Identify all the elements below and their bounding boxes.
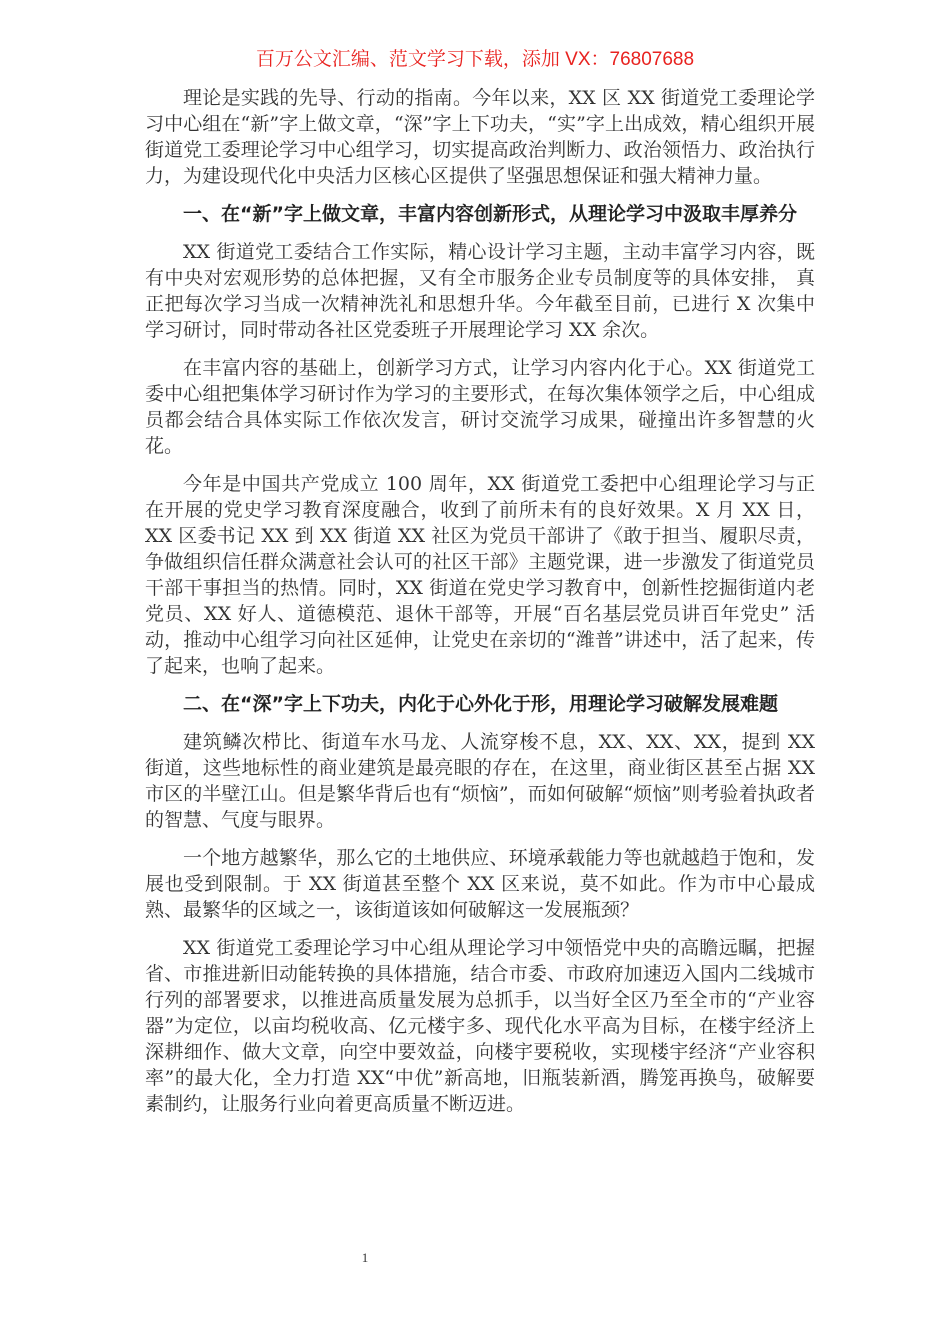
document-body	[145, 85, 815, 1129]
section-heading-2: 二、在“深”字上下功夫，内化于心外化于形，用理论学习破解发展难题	[183, 693, 778, 715]
body-paragraph: 建筑鳞次栉比、街道车水马龙、人流穿梭不息，XX、XX、XX，提到 XX 街道，这些地标性的商业建筑是最亮眼的存在，在这里，商业街区甚至占据 XX 市区的半壁江山。但是繁华背后也有“烦恼”，而如何破解“烦恼”则考验着执政者的智慧、气度与眼界。	[145, 731, 815, 831]
body-paragraph: 一个地方越繁华，那么它的土地供应、环境承载能力等也就越趋于饱和，发展也受到限制。于 XX 街道甚至整个 XX 区来说，莫不如此。作为市中心最成熟、最繁华的区域之一，该街道该如何破解这一发展瓶颈？	[145, 847, 815, 921]
body-paragraph: XX 街道党工委理论学习中心组从理论学习中领悟党中央的高瞻远瞩，把握省、市推进新旧动能转换的具体措施，结合市委、市政府加速迈入国内二线城市行列的部署要求，以推进高质量发展为总抓手，以当好全区乃至全市的“产业容器”为定位，以亩均税收高、亿元楼宇多、现代化水平高为目标，在楼宇经济上深耕细作、做大文章，向空中要效益，向楼宇要税收，实现楼宇经济“产业容积率”的最大化，全力打造 XX“中优”新高地，旧瓶装新酒，腾笼再换鸟，破解要素制约，让服务行业向着更高质量不断迈进。	[145, 937, 815, 1115]
section-heading-1: 一、在“新”字上做文章，丰富内容创新形式，从理论学习中汲取丰厚养分	[183, 203, 797, 225]
body-paragraph: 今年是中国共产党成立 100 周年，XX 街道党工委把中心组理论学习与正在开展的党史学习教育深度融合，收到了前所未有的良好效果。X 月 XX 日，XX 区委书记 XX 到 XX 街道 XX 社区为党员干部讲了《敢于担当、履职尽责，争做组织信任群众满意社会认可的社区干部》主题党课，进一步激发了街道党员干部干事担当的热情。同时，XX 街道在党史学习教育中，创新性挖掘街道内老党员、XX 好人、道德模范、退休干部等，开展“百名基层党员讲百年党史” 活动，推动中心组学习向社区延伸，让党史在亲切的“潍普”讲述中，活了起来，传了起来，也响了起来。	[145, 473, 815, 677]
body-paragraph: XX 街道党工委结合工作实际，精心设计学习主题，主动丰富学习内容，既有中央对宏观形势的总体把握，又有全市服务企业专员制度等的具体安排， 真正把每次学习当成一次精神洗礼和思想升华。今年截至目前，已进行 X 次集中学习研讨，同时带动各社区党委班子开展理论学习 XX 余次。	[145, 241, 815, 341]
body-paragraph: 在丰富内容的基础上，创新学习方式，让学习内容内化于心。XX 街道党工委中心组把集体学习研讨作为学习的主要形式，在每次集体领学之后，中心组成员都会结合具体实际工作依次发言，研讨交流学习成果，碰撞出许多智慧的火花。	[145, 357, 815, 457]
watermark-banner: 百万公文汇编、范文学习下载，添加 VX：76807688	[255, 49, 695, 70]
intro-paragraph: 理论是实践的先导、行动的指南。今年以来，XX 区 XX 街道党工委理论学习中心组在“新”字上做文章，“深”字上下功夫，“实”字上出成效，精心组织开展街道党工委理论学习中心组学习，切实提高政治判断力、政治领悟力、政治执行力，为建设现代化中央活力区核心区提供了坚强思想保证和强大精神力量。	[145, 87, 815, 187]
page-number: 1	[361, 1250, 369, 1265]
